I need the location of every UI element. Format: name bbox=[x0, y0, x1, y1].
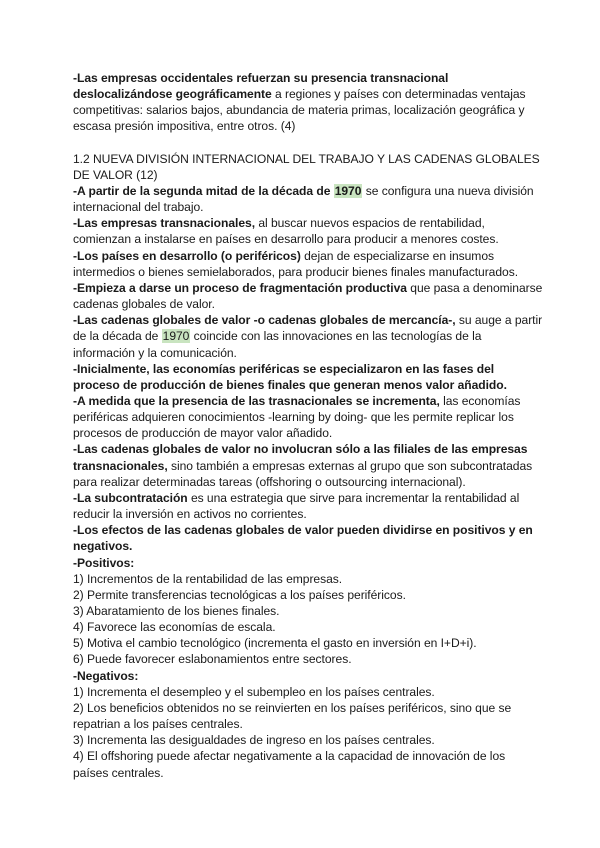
positivos-label-text: -Positivos: bbox=[73, 555, 135, 570]
paragraph-2 bbox=[73, 215, 543, 247]
paragraph-5-text-2: coincide con las innovaciones en las tecnologías de la información y la comunicación. bbox=[73, 329, 482, 360]
paragraph-8-bold: -Las cadenas globales de valor no involucran sólo a las filiales de las empresas transnacionales, bbox=[73, 442, 528, 473]
paragraph-2-bold: -Las empresas transnacionales, bbox=[73, 216, 256, 231]
paragraph-1-bold-text: -A partir de la segunda mitad de la década de bbox=[73, 183, 334, 198]
section-heading bbox=[73, 151, 543, 183]
paragraph-3 bbox=[73, 248, 543, 280]
paragraph-4 bbox=[73, 280, 543, 312]
paragraph-8-text: sino también a empresas externas al grupo que son subcontratadas para realizar determinadas tareas (offshoring o outsourcing internacional). bbox=[73, 458, 533, 489]
paragraph-6 bbox=[73, 361, 543, 393]
paragraph-9-text: es una estrategia que sirve para incrementar la rentabilidad al reducir la inversión en activos no corrientes. bbox=[73, 490, 520, 522]
paragraph-3-text: dejan de especializarse en insumos intermedios o bienes semielaborados, para producir bienes finales manufacturados. bbox=[73, 248, 519, 279]
highlight-year: 1970 bbox=[334, 183, 362, 198]
list-item: 5) Motiva el cambio tecnológico (incrementa el gasto en inversión en I+D+i). bbox=[73, 636, 477, 651]
intro-paragraph bbox=[73, 70, 543, 135]
list-item: 3) Abaratamiento de los bienes finales. bbox=[73, 604, 280, 618]
paragraph-7 bbox=[73, 393, 543, 441]
paragraph-5 bbox=[73, 312, 543, 360]
list-item: 1) Incrementos de la rentabilidad de las empresas. bbox=[73, 571, 343, 586]
paragraph-9-bold: -La subcontratación bbox=[73, 490, 188, 505]
list-item: 2) Los beneficios obtenidos no se reinvierten en los países periféricos, sino que se repatrian a los países centrales. bbox=[73, 700, 512, 732]
intro-bold: -Las empresas occidentales refuerzan su presencia transnacional deslocalizándose geográficamente bbox=[73, 71, 449, 102]
paragraph-8 bbox=[73, 441, 543, 489]
paragraph-5-text: su auge a partir de la década de bbox=[73, 313, 543, 344]
document-body bbox=[73, 70, 543, 781]
list-item: 1) Incrementa el desempleo y el subempleo en los países centrales. bbox=[73, 684, 435, 699]
paragraph-5-bold: -Las cadenas globales de valor -o cadenas globales de mercancía-, bbox=[73, 313, 456, 328]
list-item: 6) Puede favorecer eslabonamientos entre sectores. bbox=[73, 652, 352, 667]
list-item: 3) Incrementa las desigualdades de ingreso en los países centrales. bbox=[73, 733, 435, 748]
paragraph-4-text: que pasa a denominarse cadenas globales de valor. bbox=[73, 280, 543, 312]
highlight-year: 1970 bbox=[162, 329, 190, 344]
negativos-label-text: -Negativos: bbox=[73, 668, 139, 683]
list-item: 2) Permite transferencias tecnológicas a los países periféricos. bbox=[73, 587, 406, 602]
paragraph-2-text: al buscar nuevos espacios de rentabilidad, comienzan a instalarse en países en desarrollo para producir a menores costes. bbox=[73, 216, 499, 247]
paragraph-7-bold: -A medida que la presencia de las trasnacionales se incrementa, bbox=[73, 393, 440, 408]
paragraph-6-bold: -Inicialmente, las economías periféricas se especializaron en las fases del proceso de producción de bienes finales que generan menos valor añadido. bbox=[73, 361, 507, 392]
paragraph-10-bold: -Los efectos de las cadenas globales de valor pueden dividirse en positivos y en negativos. bbox=[73, 523, 533, 554]
intro-text: a regiones y países con determinadas ventajas competitivas: salarios bajos, abundancia de materia primas, localización geográfica y escasa presión impositiva, entre otros. (4) bbox=[73, 87, 526, 134]
paragraph-9 bbox=[73, 490, 543, 522]
paragraph-7-text: las economías periféricas adquieren conocimientos -learning by doing- que les permite replicar los procesos de producción de mayor valor añadido. bbox=[73, 393, 521, 441]
list-item: 4) El offshoring puede afectar negativamente a la capacidad de innovación de los países centrales. bbox=[73, 749, 506, 780]
paragraph-3-bold: -Los países en desarrollo (o periféricos) bbox=[73, 248, 301, 263]
paragraph-10 bbox=[73, 522, 543, 554]
section-title: 1.2 NUEVA DIVISIÓN INTERNACIONAL DEL TRABAJO Y LAS CADENAS GLOBALES DE VALOR bbox=[73, 151, 540, 182]
list-item: 4) Favorece las economías de escala. bbox=[73, 620, 276, 635]
paragraph-4-bold: -Empieza a darse un proceso de fragmentación productiva bbox=[73, 280, 407, 295]
section-note: (12) bbox=[132, 167, 158, 182]
positivos-label bbox=[73, 555, 543, 571]
paragraph-1 bbox=[73, 183, 543, 215]
paragraph-1-bold bbox=[73, 184, 362, 198]
paragraph-1-text: se configura una nueva división internacional del trabajo. bbox=[73, 183, 534, 215]
negativos-label bbox=[73, 668, 543, 684]
